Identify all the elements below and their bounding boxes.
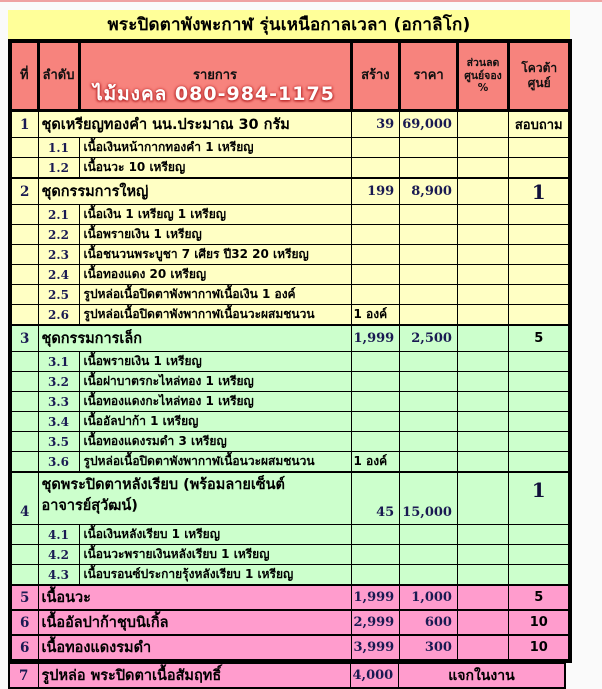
row-item-cell: เนื้อฝาบาตรกะไหล่ทอง 1 เหรียญ xyxy=(79,372,351,392)
row-made-cell xyxy=(351,205,400,225)
row-discount-cell xyxy=(457,545,508,565)
row-order-cell: 4.3 xyxy=(38,565,79,586)
row-discount-cell xyxy=(457,635,508,661)
row-no-cell: 1 xyxy=(10,111,38,138)
col-header-price: ราคา xyxy=(400,41,458,111)
row-made-cell: 2,999 xyxy=(351,610,400,635)
row-item-cell: รูปหล่อ พระปิดตาเนื้อสัมฤทธิ์ xyxy=(38,664,350,689)
table-row xyxy=(10,205,570,225)
row-quota-cell: 5 xyxy=(508,325,570,352)
row-no-cell xyxy=(10,305,38,326)
row-made-cell xyxy=(351,372,400,392)
row-order-cell: 3.3 xyxy=(38,392,79,412)
row-no-cell xyxy=(10,352,38,372)
row-quota-cell xyxy=(508,472,570,525)
row-no-cell xyxy=(10,452,38,473)
table-header-row xyxy=(10,41,570,111)
row-item-cell: เนื้ออัลปาก้าชุบนิเกิ้ล xyxy=(38,610,351,635)
row-made-cell xyxy=(351,245,400,265)
row-quota-cell xyxy=(508,412,570,432)
table-row xyxy=(10,432,570,452)
quota-value: 1 xyxy=(531,179,546,204)
row-price-cell: 2,500 xyxy=(400,325,458,352)
row-made-cell: 1 องค์ xyxy=(351,452,400,473)
row-price-cell xyxy=(400,545,458,565)
row-discount-cell xyxy=(457,178,508,205)
row-no-cell: 4 xyxy=(10,472,38,525)
row-no-cell xyxy=(10,565,38,586)
row-discount-cell xyxy=(457,610,508,635)
row-made-cell xyxy=(351,392,400,412)
row-price-cell xyxy=(400,392,458,412)
row-item-cell: เนื้อนวะ xyxy=(38,585,351,610)
row-no-cell xyxy=(10,525,38,545)
row-quota-cell: สอบถาม xyxy=(508,111,570,138)
row-item-cell: เนื้อพรายเงิน 1 เหรียญ xyxy=(79,352,351,372)
row-price-cell: 15,000 xyxy=(400,472,458,525)
row-price-cell xyxy=(400,158,458,179)
row-item-cell: เนื้อเงิน 1 เหรียญ 1 เหรียญ xyxy=(79,205,351,225)
page-title: พระปิดตาพังพะกาฬ รุ่นเหนือกาลเวลา (อกาลิโก) xyxy=(8,10,570,39)
row-discount-cell xyxy=(457,205,508,225)
row-order-cell: 2.4 xyxy=(38,265,79,285)
row-item-cell: เนื้อทองแดงกะไหล่ทอง 1 เหรียญ xyxy=(79,392,351,412)
row-quota-cell xyxy=(508,245,570,265)
table-row xyxy=(10,178,570,205)
row-order-cell: 2.6 xyxy=(38,305,79,326)
row-no-cell: 6 xyxy=(10,635,38,661)
row-no-cell xyxy=(10,138,38,158)
row-no-cell: 2 xyxy=(10,178,38,205)
col-header-quota xyxy=(508,41,570,111)
row-no-cell xyxy=(10,432,38,452)
row-price-cell: 8,900 xyxy=(400,178,458,205)
row-discount-cell xyxy=(457,285,508,305)
row-no-cell xyxy=(10,392,38,412)
row-discount-cell xyxy=(457,472,508,525)
row-discount-cell xyxy=(457,138,508,158)
row-item-cell: รูปหล่อเนื้อปิดตาพังพากาฬเนื้อนวะผสมชนวน xyxy=(79,452,351,473)
row-quota-cell: 10 xyxy=(508,635,570,661)
row-quota-cell: 10 xyxy=(508,610,570,635)
row-order-cell: 2.1 xyxy=(38,205,79,225)
row-made-cell xyxy=(351,265,400,285)
row-price-cell xyxy=(400,245,458,265)
row-no-cell xyxy=(10,265,38,285)
discount-header-line2: ศูนย์จอง xyxy=(464,69,502,82)
discount-header-line3: % xyxy=(477,82,489,95)
row-made-cell xyxy=(351,158,400,179)
row-discount-cell xyxy=(457,525,508,545)
row-price-cell xyxy=(400,265,458,285)
table-row xyxy=(10,225,570,245)
table-row xyxy=(10,545,570,565)
row-note-cell: แจกในงาน xyxy=(399,664,565,689)
row-item-cell: ชุดกรรมการใหญ่ xyxy=(38,178,351,205)
row-quota-cell xyxy=(508,305,570,326)
row-made-cell: 199 xyxy=(351,178,400,205)
row-discount-cell xyxy=(457,325,508,352)
row-no-cell xyxy=(10,545,38,565)
col-header-item: รายการ xyxy=(79,41,351,111)
row-no-cell xyxy=(10,158,38,179)
row-discount-cell xyxy=(457,452,508,473)
row-item-cell xyxy=(38,472,351,525)
discount-header-line1: ส่วนลด xyxy=(466,57,500,70)
row-order-cell: 1.2 xyxy=(38,158,79,179)
row-discount-cell xyxy=(457,432,508,452)
row-price-cell xyxy=(400,412,458,432)
row-quota-cell xyxy=(508,452,570,473)
row-item-cell: เนื้อทองแดง 20 เหรียญ xyxy=(79,265,351,285)
row-price-cell xyxy=(400,372,458,392)
row-no-cell xyxy=(10,225,38,245)
table-row xyxy=(10,138,570,158)
table-row xyxy=(10,472,570,525)
row-order-cell: 4.1 xyxy=(38,525,79,545)
row-item-cell: เนื้อทองแดงรมดำ xyxy=(38,635,351,661)
row-made-cell: 39 xyxy=(351,111,400,138)
row-no-cell: 3 xyxy=(10,325,38,352)
row-made-cell: 4,000 xyxy=(350,664,399,689)
table-row xyxy=(10,610,570,635)
col-header-order: ลำดับ xyxy=(38,41,79,111)
row-item-cell: เนื้อนวะ 10 เหรียญ xyxy=(79,158,351,179)
row-no-cell xyxy=(10,412,38,432)
row-made-cell: 1,999 xyxy=(351,325,400,352)
row-made-cell xyxy=(351,285,400,305)
row-discount-cell xyxy=(457,352,508,372)
row-price-cell: 69,000 xyxy=(400,111,458,138)
row-made-cell xyxy=(351,412,400,432)
row-price-cell: 300 xyxy=(400,635,458,661)
table-row xyxy=(10,111,570,138)
table-row xyxy=(10,565,570,586)
table-row xyxy=(10,392,570,412)
row-item-cell: เนื้อพรายเงิน 1 เหรียญ xyxy=(79,225,351,245)
row-price-cell xyxy=(400,352,458,372)
row-quota-cell xyxy=(508,285,570,305)
row-made-cell xyxy=(351,432,400,452)
row-no-cell xyxy=(10,245,38,265)
row-price-cell xyxy=(400,138,458,158)
row-price-cell: 1,000 xyxy=(400,585,458,610)
row-order-cell: 3.5 xyxy=(38,432,79,452)
top-accent-line xyxy=(0,0,602,2)
row-discount-cell xyxy=(457,111,508,138)
row-price-cell xyxy=(400,525,458,545)
row-item-cell: รูปหล่อเนื้อปิดตาพังพากาฬเนื้อเงิน 1 องค์ xyxy=(79,285,351,305)
row-discount-cell xyxy=(457,245,508,265)
row-item-cell: เนื้อเงินหลังเรียบ 1 เหรียญ xyxy=(79,525,351,545)
table-row xyxy=(10,285,570,305)
quota-value: 1 xyxy=(531,478,546,502)
row-quota-cell xyxy=(508,525,570,545)
price-table-container xyxy=(8,10,572,689)
table-row xyxy=(10,635,570,661)
row-quota-cell xyxy=(508,138,570,158)
row-price-cell: 600 xyxy=(400,610,458,635)
row-quota-cell xyxy=(508,352,570,372)
row-quota-cell xyxy=(508,178,570,205)
price-table xyxy=(8,39,572,663)
col-header-made: สร้าง xyxy=(351,41,400,111)
row-order-cell: 3.1 xyxy=(38,352,79,372)
row-quota-cell xyxy=(508,392,570,412)
row-item-cell: เนื้อเงินหน้ากากทองคำ 1 เหรียญ xyxy=(79,138,351,158)
row-made-cell xyxy=(351,565,400,586)
table-row xyxy=(10,412,570,432)
row-price-cell xyxy=(400,565,458,586)
row-item-cell: รูปหล่อเนื้อปิดตาพังพากาฬเนื้อนวะผสมชนวน xyxy=(79,305,351,326)
row-order-cell: 4.2 xyxy=(38,545,79,565)
row-order-cell: 2.3 xyxy=(38,245,79,265)
footer-row-table xyxy=(8,663,566,689)
row-quota-cell xyxy=(508,225,570,245)
row-no-cell xyxy=(10,372,38,392)
row-order-cell: 3.6 xyxy=(38,452,79,473)
table-row xyxy=(10,452,570,473)
phone-watermark: ไม้มงคล 080-984-1175 xyxy=(93,83,335,105)
row-discount-cell xyxy=(457,265,508,285)
row-price-cell xyxy=(400,205,458,225)
row-quota-cell xyxy=(508,565,570,586)
row-quota-cell xyxy=(508,372,570,392)
table-row xyxy=(10,525,570,545)
row-no-cell: 6 xyxy=(10,610,38,635)
row-quota-cell xyxy=(508,205,570,225)
row-quota-cell xyxy=(508,265,570,285)
row-made-cell: 3,999 xyxy=(351,635,400,661)
row-order-cell: 2.5 xyxy=(38,285,79,305)
row-order-cell: 2.2 xyxy=(38,225,79,245)
quota-header-line1: โควต้า xyxy=(521,61,558,75)
table-row xyxy=(10,158,570,179)
row-no-cell: 7 xyxy=(9,664,38,689)
table-row xyxy=(9,664,565,689)
row-discount-cell xyxy=(457,158,508,179)
row-item-cell: เนื้อทองแดงรมดำ 3 เหรียญ xyxy=(79,432,351,452)
item-line1: ชุดพระปิดตาหลังเรียบ (พร้อมลายเซ็นต์ xyxy=(41,477,285,493)
table-row xyxy=(10,372,570,392)
row-made-cell: 1,999 xyxy=(351,585,400,610)
row-quota-cell xyxy=(508,158,570,179)
row-discount-cell xyxy=(457,372,508,392)
row-made-cell: 45 xyxy=(351,472,400,525)
row-order-cell: 1.1 xyxy=(38,138,79,158)
table-row xyxy=(10,325,570,352)
table-row xyxy=(10,265,570,285)
row-quota-cell: 5 xyxy=(508,585,570,610)
row-price-cell xyxy=(400,432,458,452)
row-discount-cell xyxy=(457,392,508,412)
table-row xyxy=(10,245,570,265)
table-row xyxy=(10,352,570,372)
row-price-cell xyxy=(400,225,458,245)
row-price-cell xyxy=(400,285,458,305)
row-made-cell: 1 องค์ xyxy=(351,305,400,326)
row-discount-cell xyxy=(457,225,508,245)
row-quota-cell xyxy=(508,545,570,565)
row-discount-cell xyxy=(457,305,508,326)
row-item-cell: เนื้อนวะพรายเงินหลังเรียบ 1 เหรียญ xyxy=(79,545,351,565)
item-line2: อาจารย์สุวัฒน์) xyxy=(41,498,138,515)
table-row xyxy=(10,305,570,326)
row-item-cell: ชุดกรรมการเล็ก xyxy=(38,325,351,352)
row-discount-cell xyxy=(457,585,508,610)
row-item-cell: เนื้อชนวนพระบูชา 7 เศียร ปี32 20 เหรียญ xyxy=(79,245,351,265)
row-made-cell xyxy=(351,525,400,545)
row-discount-cell xyxy=(457,565,508,586)
row-price-cell xyxy=(400,305,458,326)
row-made-cell xyxy=(351,352,400,372)
quota-header-line2: ศูนย์ xyxy=(527,76,551,90)
row-made-cell xyxy=(351,545,400,565)
col-header-no: ที่ xyxy=(10,41,38,111)
row-quota-cell xyxy=(508,432,570,452)
col-header-discount xyxy=(457,41,508,111)
row-order-cell: 3.4 xyxy=(38,412,79,432)
row-discount-cell xyxy=(457,412,508,432)
row-order-cell: 3.2 xyxy=(38,372,79,392)
row-made-cell xyxy=(351,225,400,245)
row-item-cell: เนื้ออัลปาก้า 1 เหรียญ xyxy=(79,412,351,432)
row-price-cell xyxy=(400,452,458,473)
row-no-cell xyxy=(10,285,38,305)
row-no-cell xyxy=(10,205,38,225)
row-item-cell: ชุดเหรียญทองคำ นน.ประมาณ 30 กรัม xyxy=(38,111,351,138)
row-item-cell: เนื้อบรอนซ์ประกายรุ้งหลังเรียบ 1 เหรียญ xyxy=(79,565,351,586)
row-made-cell xyxy=(351,138,400,158)
table-row xyxy=(10,585,570,610)
row-no-cell: 5 xyxy=(10,585,38,610)
